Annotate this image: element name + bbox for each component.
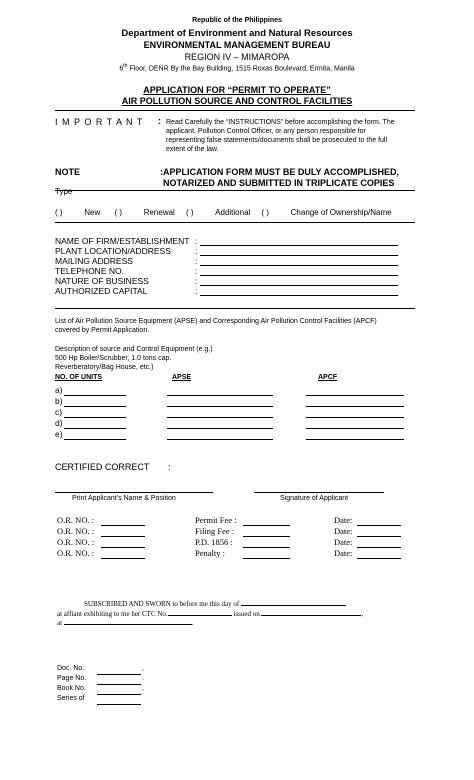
notary-label: Doc. No. [57,665,85,672]
apse-row-units-field[interactable] [64,417,126,418]
apse-row-apse-field[interactable] [167,395,273,396]
firm-field-colon: : [195,276,198,286]
apse-intro-line2: covered by Permit Application. [55,327,150,334]
firm-field-label: PLANT LOCATION/ADDRESS [55,246,171,256]
sworn-line2: at affiant exhibiting to me her CTC No. issued on , [57,610,364,618]
apse-row-label: e) [55,429,63,439]
fee-label: Permit Fee : [195,515,237,525]
notary-punct: , [142,665,144,672]
title-divider [55,110,415,111]
apse-row-apcf-field[interactable] [306,439,404,440]
applicant-name-field[interactable] [55,492,213,493]
apse-row-units-field[interactable] [64,428,126,429]
type-new-checkbox[interactable]: ( ) [55,208,63,217]
or-no-field[interactable] [101,547,145,548]
notary-field[interactable] [97,704,141,705]
apse-intro-line1: List of Air Pollution Source Equipment (APSE) and Corresponding Air Pollution Control Facilities (APCF) [55,318,377,325]
notary-punct: , [142,685,144,692]
important-colon: : [158,116,161,126]
certified-colon: : [168,462,171,472]
firm-field-colon: : [195,286,198,296]
apse-desc-line2: 500 Hp Boiler/Scrubber, 1.0 tons cap. [55,355,172,362]
print-name-caption: Print Applicant’s Name & Position [72,495,176,502]
fee-amount-field[interactable] [243,536,290,537]
notary-punct: . [142,675,144,682]
fee-label: Filing Fee : [195,526,235,536]
issued-on-field[interactable] [261,615,361,616]
important-line-1: Read Carefully the “INSTRUCTIONS” before accomplishing the form. The [166,119,395,126]
apse-row-units-field[interactable] [64,439,126,440]
notary-label: Book No. [57,685,86,692]
firm-field-input[interactable] [200,285,398,286]
type-additional-checkbox[interactable]: ( ) [185,208,194,217]
sworn-day-field[interactable] [241,605,345,606]
firm-field-label: MAILING ADDRESS [55,256,133,266]
important-line-3: representing false statements/documents shall be prosecuted to the full [166,137,388,144]
sworn-place-field[interactable] [64,624,192,625]
firm-divider [55,308,415,309]
apse-desc-line1: Description of source and Control Equipment (e.g.) [55,346,213,353]
fee-amount-field[interactable] [243,547,290,548]
firm-field-label: NATURE OF BUSINESS [55,276,149,286]
apse-row-apse-field[interactable] [167,428,273,429]
notary-field[interactable] [97,674,141,675]
apse-row-apcf-field[interactable] [306,395,404,396]
fee-date-field[interactable] [357,558,401,559]
col-apcf-header: APCF [318,374,338,381]
firm-field-label: AUTHORIZED CAPITAL [55,286,148,296]
firm-field-colon: : [195,256,198,266]
firm-field-colon: : [195,266,198,276]
firm-field-colon: : [195,236,198,246]
apse-row-apcf-field[interactable] [306,417,404,418]
or-no-label: O.R. NO. : [57,548,95,558]
apse-row-label: a) [55,385,63,395]
important-line-2: applicant, Pollution Control Officer, or any person responsible for [166,128,366,135]
note-line1: :APPLICATION FORM MUST BE DULY ACCOMPLISHED, [160,167,400,177]
type-change-label: Change of Ownership/Name [290,208,392,217]
firm-field-colon: : [195,246,198,256]
type-label: Type [55,187,73,196]
sworn-line3: at . [57,619,194,627]
apse-row-apse-field[interactable] [167,439,273,440]
firm-field-input[interactable] [200,295,398,296]
ctc-no-field[interactable] [168,615,232,616]
header-region: REGION IV – MIMAROPA [184,52,290,62]
firm-field-label: TELEPHONE NO. [55,266,124,276]
apse-row-apcf-field[interactable] [306,406,404,407]
fee-date-label: Date: [334,548,353,558]
type-additional-label: Additional [215,208,251,217]
firm-field-input[interactable] [200,245,398,246]
type-renewal-label: Renewal [143,208,175,217]
important-label: I M P O R T A N T [55,117,144,127]
type-options [55,208,392,217]
apse-row-units-field[interactable] [64,406,126,407]
notary-field[interactable] [97,694,141,695]
note-divider [55,190,415,191]
fee-amount-field[interactable] [243,525,290,526]
certified-label: CERTIFIED CORRECT [55,462,150,472]
apse-row-units-field[interactable] [64,395,126,396]
note-line2: NOTARIZED AND SUBMITTED IN TRIPLICATE COPIES [163,178,395,188]
or-no-label: O.R. NO. : [57,526,95,536]
or-no-field[interactable] [101,536,145,537]
firm-field-input[interactable] [200,265,398,266]
apse-row-apse-field[interactable] [167,406,273,407]
type-new-label: New [84,208,101,217]
fee-date-field[interactable] [357,547,401,548]
notary-label: Page No. [57,675,87,682]
or-no-field[interactable] [101,558,145,559]
sworn-line1: SUBSCRIBED AND SWORN to before me this day of , [84,600,347,608]
fee-date-label: Date: [334,515,353,525]
type-divider [55,222,415,223]
apse-row-label: d) [55,418,63,428]
apse-row-apse-field[interactable] [167,417,273,418]
fee-label: P.D. 1856 : [195,537,233,547]
signature-field[interactable] [254,492,384,493]
col-units-header: NO. OF UNITS [55,374,103,381]
note-label: NOTE [55,167,81,177]
or-no-field[interactable] [101,525,145,526]
fee-date-label: Date: [334,537,353,547]
notary-field[interactable] [97,684,141,685]
firm-field-input[interactable] [200,255,398,256]
type-change-checkbox[interactable]: ( ) [261,208,269,217]
form-title-line1: APPLICATION FOR “PERMIT TO OPERATE” [143,85,331,95]
col-apse-header: APSE [172,374,192,381]
apse-row-label: c) [55,407,63,417]
header-republic: Republic of the Philippines [192,17,282,24]
apse-row-apcf-field[interactable] [306,428,404,429]
apse-row-label: b) [55,396,63,406]
fee-date-label: Date: [334,526,353,536]
notary-label: Series of [57,695,85,702]
signature-caption: Signature of Applicant [280,495,349,502]
fee-date-field[interactable] [357,536,401,537]
or-no-label: O.R. NO. : [57,537,95,547]
type-renewal-checkbox[interactable]: ( ) [114,208,123,217]
or-no-label: O.R. NO. : [57,515,95,525]
firm-field-input[interactable] [200,275,398,276]
header-bureau: ENVIRONMENTAL MANAGEMENT BUREAU [143,40,331,50]
fee-amount-field[interactable] [243,558,290,559]
important-line-4: extent of the law. [166,146,219,153]
firm-field-label: NAME OF FIRM/ESTABLISHMENT [55,236,190,246]
header-department: Department of Environment and Natural Resources [121,28,353,39]
apse-desc-line3: Reverberatory/Bag House, etc.) [55,364,154,371]
fee-label: Penalty : [195,548,225,558]
header-address: 6th Floor, DENR By the Bay Building, 1515 Roxas Boulevard, Ermita, Manila [119,63,355,73]
form-title-line2: AIR POLLUTION SOURCE AND CONTROL FACILITIES [121,96,353,106]
fee-date-field[interactable] [357,525,401,526]
